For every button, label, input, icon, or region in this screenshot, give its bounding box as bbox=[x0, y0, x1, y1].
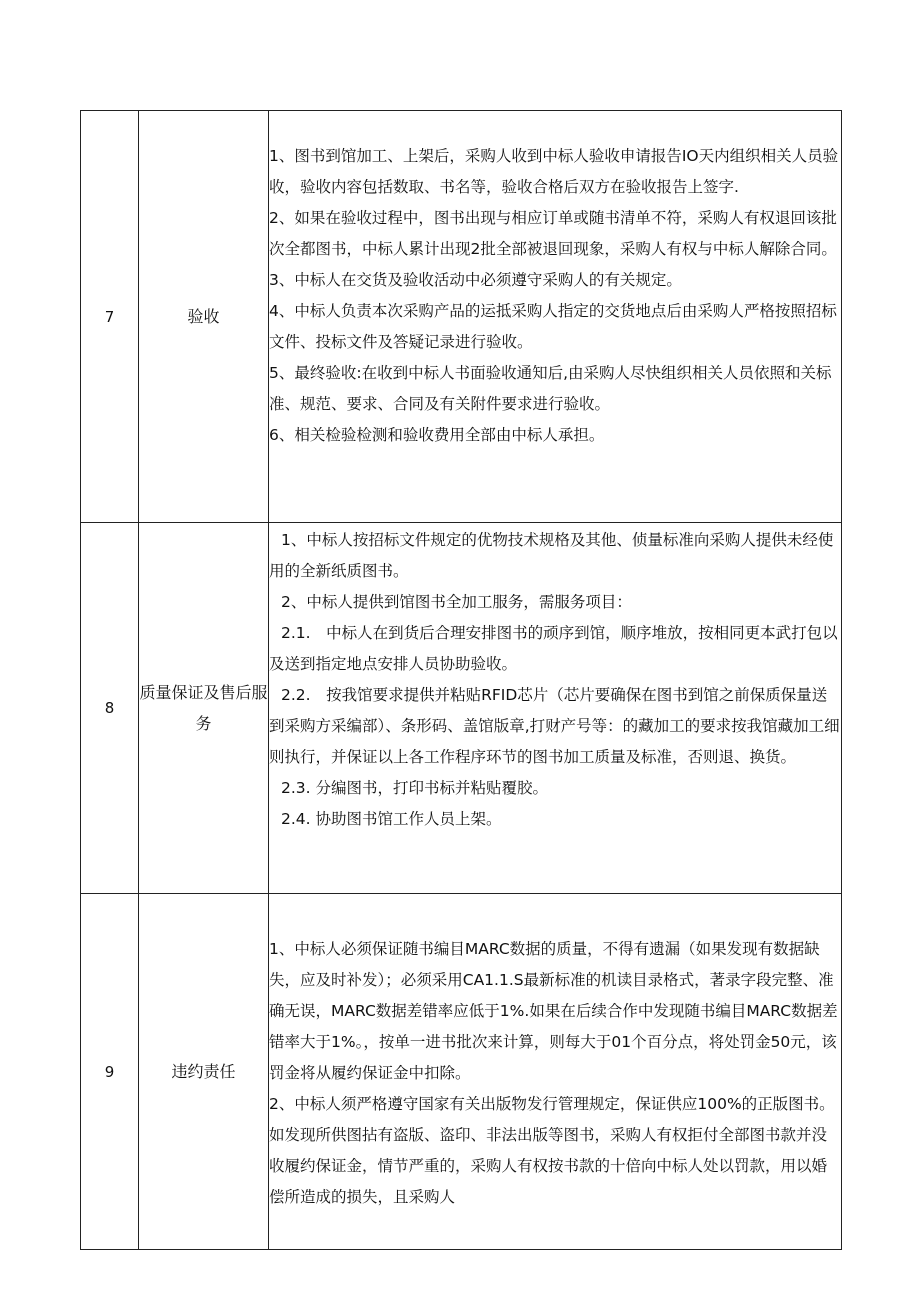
table-row bbox=[81, 111, 842, 523]
content-paragraph: 4、中标人负责本次采购产品的运抵采购人指定的交货地点后由采购人严格按照招标文件、投标文件及答疑记录进行验收。 bbox=[269, 302, 837, 351]
content-paragraph: 6、相关检验检测和验收费用全部由中标人承担。 bbox=[269, 426, 605, 444]
row-content bbox=[269, 894, 842, 1250]
row-item: 验收 bbox=[139, 111, 269, 523]
content-paragraph: 3、中标人在交货及验收活动中必须遵守采购人的有关规定。 bbox=[269, 271, 682, 289]
row-number: 9 bbox=[81, 894, 139, 1250]
row-item: 违约责任 bbox=[139, 894, 269, 1250]
terms-table bbox=[80, 110, 842, 1250]
content-paragraph: 2.3. 分编图书，打印书标并粘贴覆胶。 bbox=[281, 779, 549, 797]
content-paragraph: 2、中标人须严格遵守国家有关出版物发行管理规定，保证供应100%的正版图书。如发现所供图拈有盗版、盗印、非法出版等图书，采购人有权拒付全部图书款并没收履约保证金，情节严重的，采购人有权按书款的十倍向中标人处以罚款，用以婚偿所造成的损失，且采购人 bbox=[269, 1095, 835, 1206]
table-row bbox=[81, 523, 842, 894]
content-paragraph: 2、中标人提供到馆图书全加工服务，需服务项目： bbox=[281, 593, 632, 611]
row-number: 7 bbox=[81, 111, 139, 523]
content-paragraph: 1、中标人必须保证随书编目MARC数据的质量，不得有遗漏（如果发现有数据缺失，应及时补发）；必须采用CA1.1.S最新标准的机读目录格式，著录字段完整、准确无误，MARC数据差错率应低于1%.如果在后续合作中发现随书编目MARC数据差错率大于1%。，按单一进书批次来计算，则每大于01个百分点，将处罚金50元，该罚金将从履约保证金中扣除。 bbox=[269, 940, 838, 1082]
row-number: 8 bbox=[81, 523, 139, 894]
row-content bbox=[269, 523, 842, 894]
content-paragraph: 2.2. 按我馆要求提供并粘贴RFID芯片（芯片要确保在图书到馆之前保质保量送到采购方采编部）、条形码、盖馆版章,打财产号等：的藏加工的要求按我馆藏加工细则执行，并保证以上各工作程序环节的图书加工质量及标准，否则退、换货。 bbox=[269, 686, 840, 766]
table-row bbox=[81, 894, 842, 1250]
content-paragraph: 2.1. 中标人在到货后合理安排图书的顽序到馆，顺序堆放，按相同更本武打包以及送到指定地点安排人员协助验收。 bbox=[269, 624, 838, 673]
content-paragraph: 1、图书到馆加工、上架后，采购人收到中标人验收申请报告IO天内组织相关人员验收，验收内容包括数取、书名等，验收合格后双方在验收报告上签字. bbox=[269, 147, 839, 196]
row-content bbox=[269, 111, 842, 523]
content-paragraph: 1、中标人按招标文件规定的优物技术规格及其他、侦量标准向采购人提供未经使用的全新纸质图书。 bbox=[269, 531, 834, 580]
content-paragraph: 2.4. 协助图书馆工作人员上架。 bbox=[281, 810, 502, 828]
content-paragraph: 5、最终验收:在收到中标人书面验收通知后,由采购人尽快组织相关人员依照和关标准、规范、要求、合同及有关附件要求进行验收。 bbox=[269, 364, 832, 413]
content-paragraph: 2、如果在验收过程中，图书出现与相应订单或随书清单不符，采购人有权退回该批次全都图书，中标人累计出现2批全部被退回现象，采购人有权与中标人解除合同。 bbox=[269, 209, 837, 258]
row-item: 质量保证及售后服务 bbox=[139, 523, 269, 894]
